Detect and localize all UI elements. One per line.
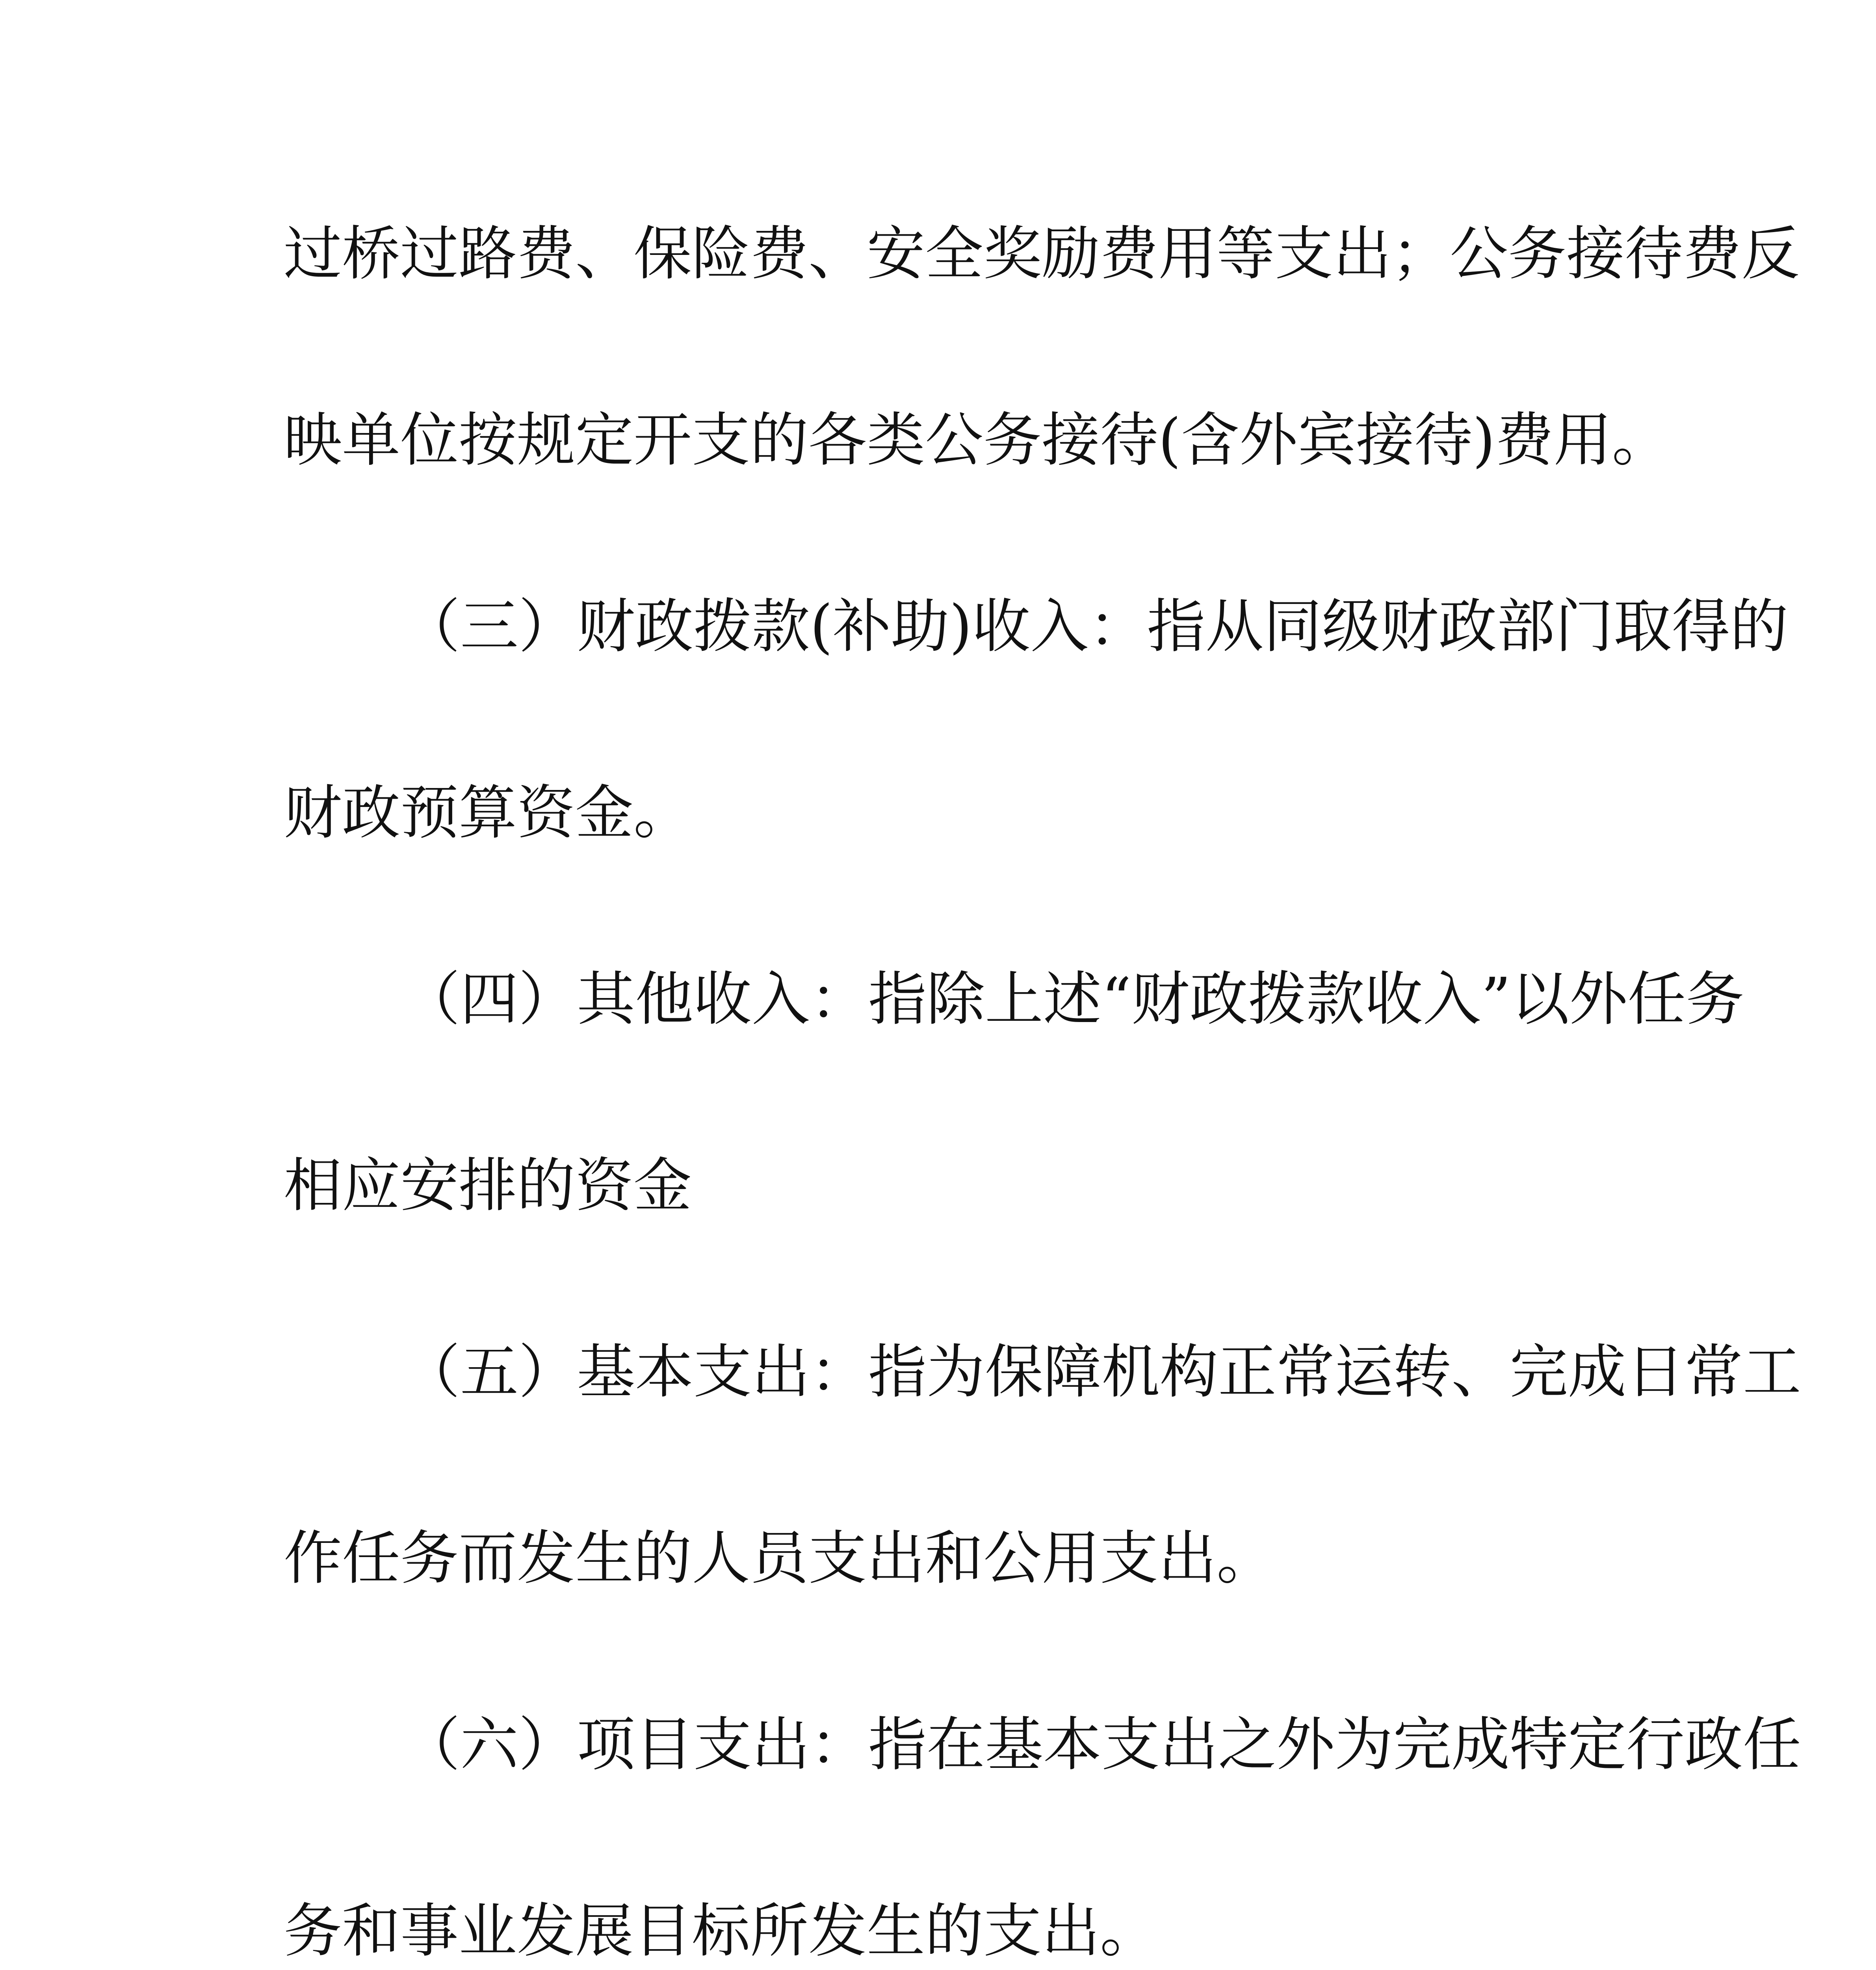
text-line: 相应安排的资金 bbox=[284, 1152, 692, 1219]
text-line: 过桥过路费、保险费、安全奖励费用等支出；公务接待费反 bbox=[284, 220, 1800, 288]
document-body bbox=[284, 220, 1801, 1970]
text-line: 作任务而发生的人员支出和公用支出。 bbox=[284, 1524, 1275, 1592]
text-line: （五）基本支出：指为保障机构正常运转、完成日常工 bbox=[402, 1338, 1801, 1406]
text-line: 财政预算资金。 bbox=[284, 779, 692, 847]
text-line: （六）项目支出：指在基本支出之外为完成特定行政任 bbox=[402, 1711, 1801, 1779]
text-line: （三）财政拨款(补助)收入：指从同级财政部门取得的 bbox=[402, 593, 1789, 660]
text-line: 映单位按规定开支的各类公务接待(含外宾接待)费用。 bbox=[284, 406, 1670, 474]
text-line: 务和事业发展目标所发生的支出。 bbox=[284, 1897, 1158, 1965]
text-line: （四）其他收入：指除上述“财政拨款收入”以外任务 bbox=[402, 965, 1744, 1033]
